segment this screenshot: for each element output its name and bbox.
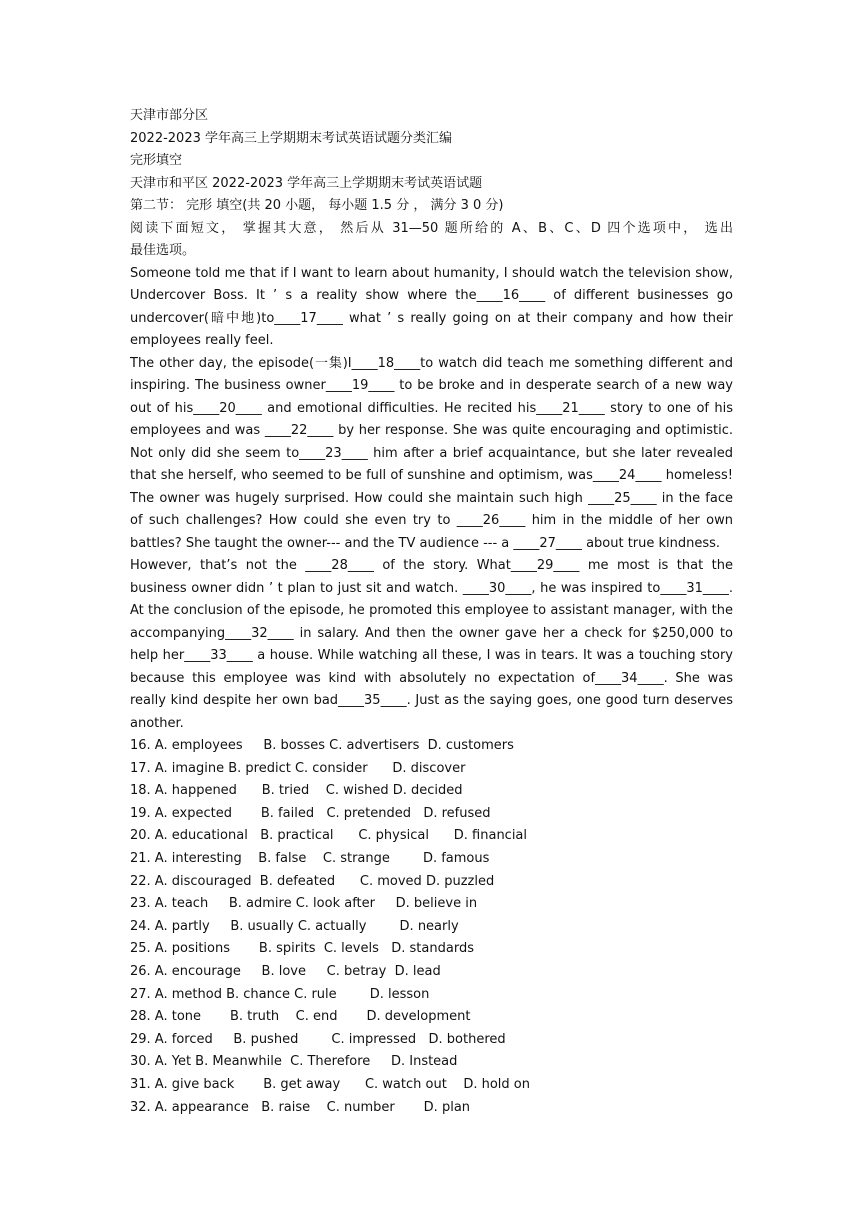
exam-source: 天津市和平区 2022-2023 学年高三上学期期末考试英语试题	[130, 175, 483, 191]
question-30-options: 30. A. Yet B. Meanwhile C. Therefore D. Instead	[130, 1054, 458, 1070]
question-22-options: 22. A. discouraged B. defeated C. moved D. puzzled	[130, 873, 495, 889]
question-29-options: 29. A. forced B. pushed C. impressed D. bothered	[130, 1031, 506, 1047]
document-content	[130, 105, 733, 1119]
question-27-options: 27. A. method B. chance C. rule D. lesson	[130, 986, 430, 1002]
instructions-line-1: 阅读下面短文， 掌握其大意， 然后从 31—50 题所给的 A、B、C、D 四个选项中， 选出	[130, 220, 733, 236]
instructions-line-2: 最佳选项。	[130, 243, 196, 258]
options-list	[130, 735, 733, 1119]
question-32-options: 32. A. appearance B. raise C. number D. plan	[130, 1099, 471, 1115]
passage-paragraph-1: Someone told me that if I want to learn about humanity, I should watch the television show, Undercover Boss. It ’ s a reality show where the____16____ of different businesses go undercover(暗中地)to____17____ what ’ s really going on at their company and how their employees really feel.	[130, 265, 733, 348]
question-18-options: 18. A. happened B. tried C. wished D. decided	[130, 783, 463, 799]
region-title: 天津市部分区	[130, 108, 209, 123]
passage-paragraph-2: The other day, the episode(一集)I____18____to watch did teach me something different and inspiring. The business owner____19____ to be broke and in desperate search of a new way out of his____20____ and emotional difficulties. He recited his____21____ story to one of his employees and was ____22____ by her response. She was quite encouraging and optimistic. Not only did she seem to____23____ him after a brief acquaintance, but she later revealed that she herself, who seemed to be full of sunshine and optimism, was____24____ homeless! The owner was hugely surprised. How could she maintain such high ____25____ in the face of such challenges? How could she even try to ____26____ him in the middle of her own battles? She taught the owner--- and the TV audience --- a ____27____ about true kindness.	[130, 355, 733, 551]
question-19-options: 19. A. expected B. failed C. pretended D. refused	[130, 805, 491, 821]
question-31-options: 31. A. give back B. get away C. watch out D. hold on	[130, 1076, 530, 1092]
passage-paragraph-3: However, that’s not the ____28____ of the story. What____29____ me most is that the business owner didn ’ t plan to just sit and watch. ____30____, he was inspired to____31____. At the conclusion of the episode, he promoted this employee to assistant manager, with the accompanying____32____ in salary. And then the owner gave her a check for $250,000 to help her____33____ a house. While watching all these, I was in tears. It was a touching story because this employee was kind with absolutely no expectation of____34____. She was really kind despite her own bad____35____. Just as the saying goes, one good turn deserves another.	[130, 558, 733, 731]
question-26-options: 26. A. encourage B. love C. betray D. lead	[130, 963, 441, 979]
compilation-title: 2022-2023 学年高三上学期期末考试英语试题分类汇编	[130, 130, 452, 146]
question-20-options: 20. A. educational B. practical C. physical D. financial	[130, 828, 528, 844]
question-16-options: 16. A. employees B. bosses C. advertisers D. customers	[130, 738, 514, 753]
section-heading: 第二节： 完形 填空(共 20 小题， 每小题 1.5 分 ， 满分 3 0 分)	[130, 198, 504, 213]
question-28-options: 28. A. tone B. truth C. end D. development	[130, 1009, 471, 1025]
question-25-options: 25. A. positions B. spirits C. levels D. standards	[130, 941, 474, 957]
question-17-options: 17. A. imagine B. predict C. consider D. discover	[130, 760, 466, 776]
question-23-options: 23. A. teach B. admire C. look after D. believe in	[130, 896, 478, 912]
section-type: 完形填空	[130, 153, 183, 168]
question-24-options: 24. A. partly B. usually C. actually D. nearly	[130, 918, 459, 934]
question-21-options: 21. A. interesting B. false C. strange D. famous	[130, 850, 490, 866]
